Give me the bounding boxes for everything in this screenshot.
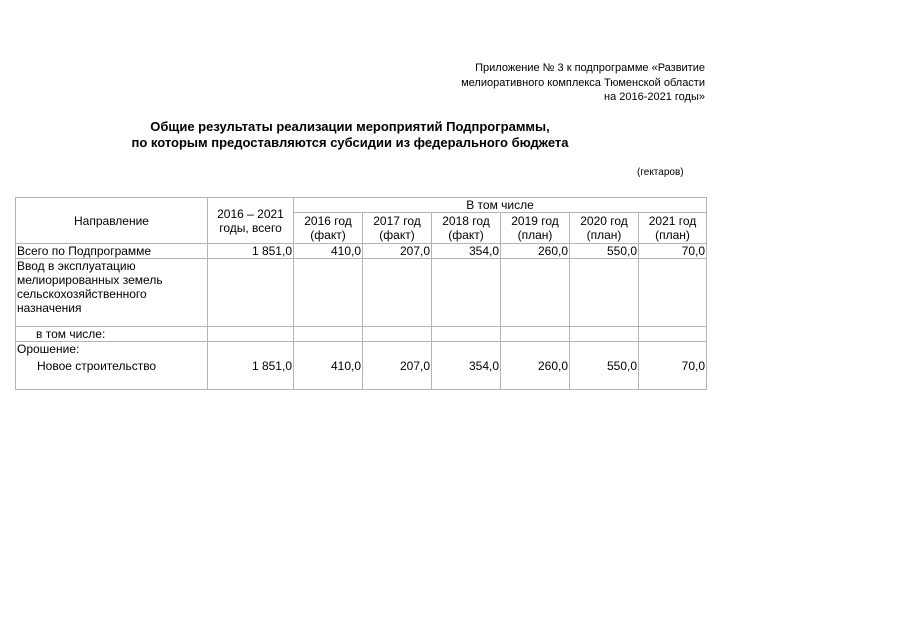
row-total-2021: 70,0 (639, 244, 707, 259)
appendix-line-2: мелиоративного комплекса Тюменской области (461, 76, 705, 89)
row-commissioning-2019 (501, 259, 570, 327)
table-row-irrigation (16, 342, 707, 390)
row-irrigation-sum: 1 851,0 (251, 359, 292, 373)
row-including-2018 (432, 327, 501, 342)
header-year-2016: 2016 год (факт) (294, 213, 363, 244)
row-commissioning-2018 (432, 259, 501, 327)
units-label: (гектаров) (637, 167, 684, 178)
row-including-2016 (294, 327, 363, 342)
row-irrigation-2016-cell (294, 342, 363, 390)
appendix-note (385, 61, 705, 105)
row-total-2020: 550,0 (570, 244, 639, 259)
document-title (110, 119, 590, 151)
row-including-2021 (639, 327, 707, 342)
row-irrigation-2018: 354,0 (468, 359, 499, 373)
row-including-label: в том числе: (16, 327, 208, 342)
appendix-line-3: на 2016-2021 годы» (604, 91, 705, 103)
header-direction: Направление (16, 198, 208, 244)
title-line-2: по которым предоставляются субсидии из федерального бюджета (131, 135, 569, 150)
row-including-2020 (570, 327, 639, 342)
row-commissioning-sum (208, 259, 294, 327)
row-commissioning-label: Ввод в эксплуатацию мелиорированных земель сельскохозяйственного назначения (16, 259, 208, 327)
row-irrigation-2019: 260,0 (537, 359, 568, 373)
results-table (15, 197, 707, 390)
row-irrigation-2018-cell (432, 342, 501, 390)
row-including-2017 (363, 327, 432, 342)
row-total-2018: 354,0 (432, 244, 501, 259)
row-total-sum: 1 851,0 (208, 244, 294, 259)
row-total-2017: 207,0 (363, 244, 432, 259)
row-commissioning-2016 (294, 259, 363, 327)
row-commissioning-2021 (639, 259, 707, 327)
row-irrigation-2019-cell (501, 342, 570, 390)
row-including-sum (208, 327, 294, 342)
header-total-period: 2016 – 2021 годы, всего (208, 198, 294, 244)
row-irrigation-2017-cell (363, 342, 432, 390)
row-total-2019: 260,0 (501, 244, 570, 259)
header-year-2021: 2021 год (план) (639, 213, 707, 244)
appendix-line-1: Приложение № 3 к подпрограмме «Развитие (475, 62, 705, 74)
row-including-2019 (501, 327, 570, 342)
row-irrigation-2020: 550,0 (606, 359, 637, 373)
row-irrigation-2016: 410,0 (330, 359, 361, 373)
header-including: В том числе (294, 198, 707, 213)
row-irrigation-sum-cell (208, 342, 294, 390)
row-total-2016: 410,0 (294, 244, 363, 259)
row-irrigation-label-cell (16, 342, 208, 390)
row-irrigation-2020-cell (570, 342, 639, 390)
row-irrigation-2021-cell (639, 342, 707, 390)
header-year-2017: 2017 год (факт) (363, 213, 432, 244)
header-year-2020: 2020 год (план) (570, 213, 639, 244)
table-row-total (16, 244, 707, 259)
row-commissioning-2017 (363, 259, 432, 327)
row-commissioning-2020 (570, 259, 639, 327)
row-irrigation-label: Орошение: (17, 342, 80, 356)
row-irrigation-2021: 70,0 (681, 359, 705, 373)
row-total-label: Всего по Подпрограмме (16, 244, 208, 259)
row-irrigation-2017: 207,0 (399, 359, 430, 373)
header-row-top (16, 198, 707, 213)
header-year-2019: 2019 год (план) (501, 213, 570, 244)
row-irrigation-sublabel: Новое строительство (37, 359, 157, 373)
table-row-including (16, 327, 707, 342)
header-year-2018: 2018 год (факт) (432, 213, 501, 244)
title-line-1: Общие результаты реализации мероприятий Подпрограммы, (150, 119, 550, 134)
table-row-commissioning (16, 259, 707, 327)
